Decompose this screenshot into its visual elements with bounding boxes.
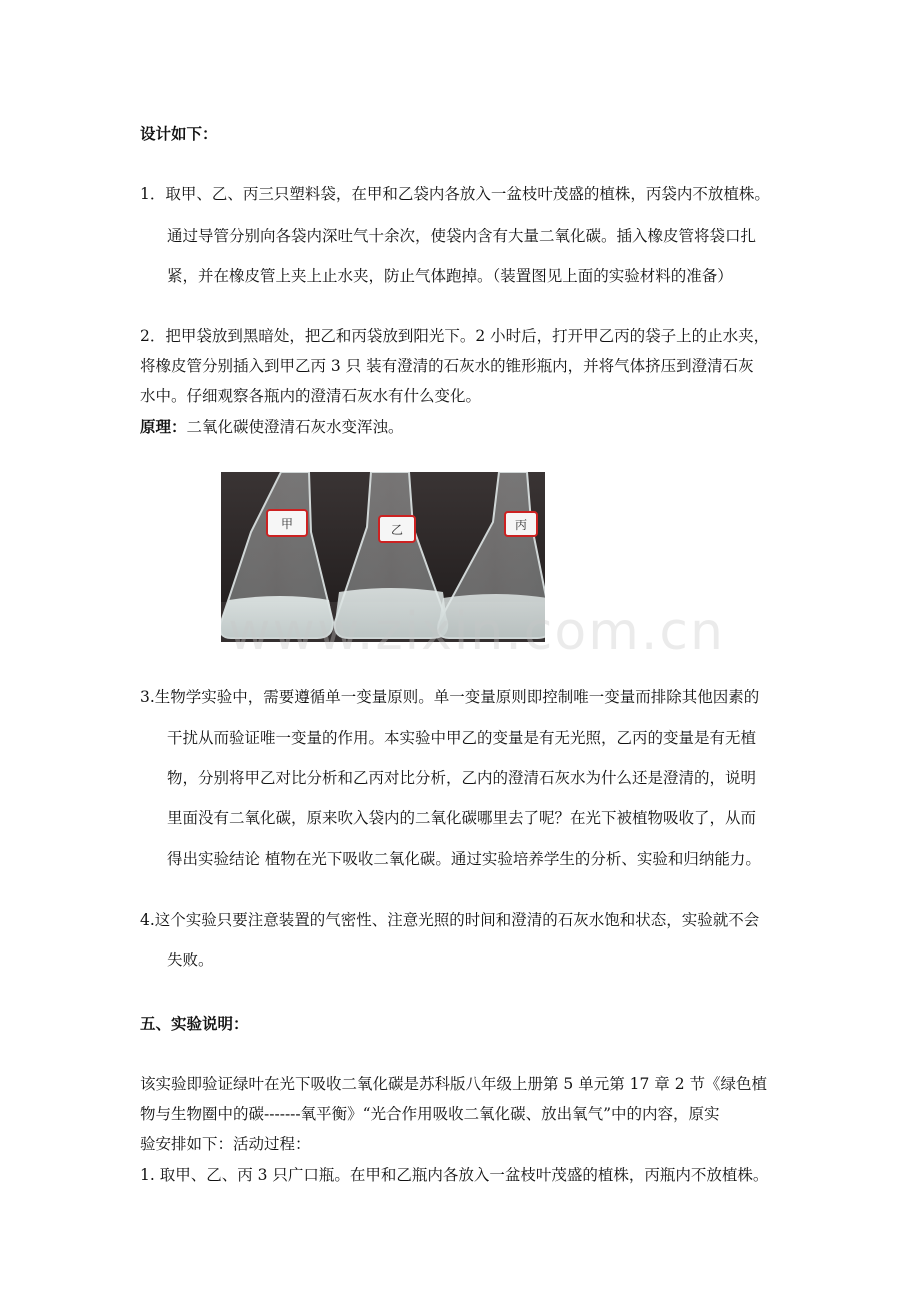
- principle-label: 原理：: [140, 417, 187, 436]
- step2-line1: 2．把甲袋放到黑暗处，把乙和丙袋放到阳光下。2 小时后，打开甲乙丙的袋子上的止水夹，: [140, 327, 770, 345]
- step1-line3: 紧，并在橡皮管上夹上止水夹，防止气体跑掉。（装置图见上面的实验材料的准备）: [167, 267, 733, 285]
- step3-line4: 里面没有二氧化碳，原来吹入袋内的二氧化碳哪里去了呢？在光下被植物吸收了，从而: [167, 809, 757, 827]
- flask-label-yi: 乙: [390, 523, 404, 537]
- step4-line1: 4.这个实验只要注意装置的气密性、注意光照的时间和澄清的石灰水饱和状态，实验就不会: [140, 911, 760, 929]
- step3-line5: 得出实验结论 植物在光下吸收二氧化碳。通过实验培养学生的分析、实验和归纳能力。: [167, 850, 761, 868]
- step3-line3: 物，分别将甲乙对比分析和乙丙对比分析，乙内的澄清石灰水为什么还是澄清的，说明: [167, 769, 757, 787]
- step3-line2: 干扰从而验证唯一变量的作用。本实验中甲乙的变量是有无光照，乙丙的变量是有无植: [167, 729, 757, 747]
- principle: [140, 415, 785, 437]
- step2-line3: 水中。仔细观察各瓶内的澄清石灰水有什么变化。: [140, 387, 482, 405]
- design-heading: 设计如下：: [140, 124, 218, 143]
- step1-line1: 1．取甲、乙、丙三只塑料袋，在甲和乙袋内各放入一盆枝叶茂盛的植株，丙袋内不放植株。: [140, 185, 770, 203]
- section5-heading: 五、实验说明：: [140, 1014, 249, 1033]
- flask-label-bing: 丙: [514, 518, 528, 532]
- principle-text: 二氧化碳使澄清石灰水变浑浊。: [186, 418, 404, 436]
- section5-item1: 1. 取甲、乙、丙 3 只广口瓶。在甲和乙瓶内各放入一盆枝叶茂盛的植株，丙瓶内不放植株。: [140, 1166, 769, 1184]
- flask-label-jia: 甲: [280, 517, 294, 531]
- step4-line2: 失败。: [167, 951, 214, 969]
- step2-line2: 将橡皮管分别插入到甲乙丙 3 只 装有澄清的石灰水的锥形瓶内，并将气体挤压到澄清石灰: [140, 357, 754, 375]
- step3-line1: 3.生物学实验中，需要遵循单一变量原则。单一变量原则即控制唯一变量而排除其他因素的: [140, 688, 760, 706]
- watermark: www.zixin.com.cn: [228, 602, 725, 662]
- section5-para-line3: 验安排如下：活动过程：: [140, 1135, 311, 1153]
- step1-line2: 通过导管分别向各袋内深吐气十余次，使袋内含有大量二氧化碳。插入橡皮管将袋口扎: [167, 227, 757, 245]
- section5-para-line2: 物与生物圈中的碳-------氧平衡》“光合作用吸收二氧化碳、放出氧气”中的内容，原实: [140, 1105, 720, 1123]
- section5-para-line1: 该实验即验证绿叶在光下吸收二氧化碳是苏科版八年级上册第 5 单元第 17 章 2 节《绿色植: [140, 1075, 768, 1093]
